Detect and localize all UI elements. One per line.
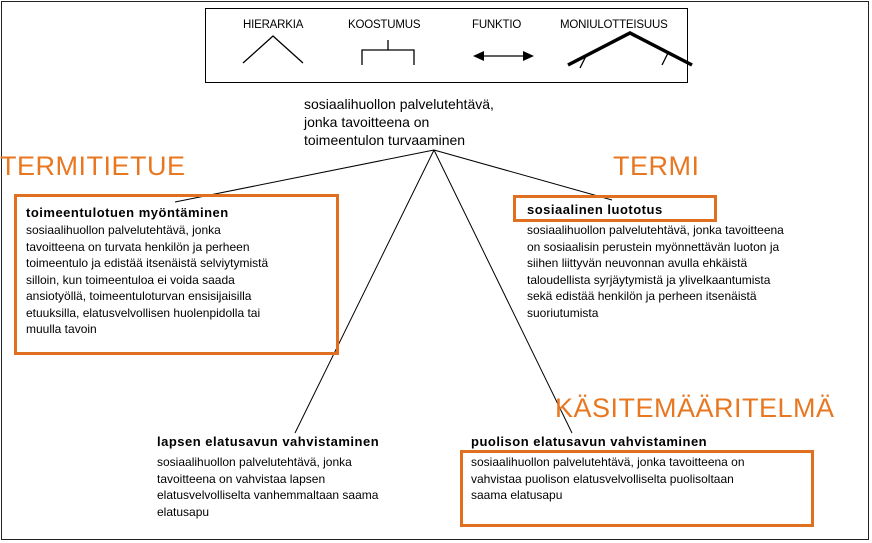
definition-line: tavoitteena on vahvistaa lapsen: [157, 471, 326, 486]
definition-line: sosiaalihuollon palvelutehtävä, jonka: [26, 223, 221, 237]
definition-line: sekä edistää henkilön ja perheen itsenäistä: [527, 289, 757, 303]
concept-term: puolison elatusavun vahvistaminen: [471, 434, 708, 449]
definition-line: toimeentulo ja edistää itsenäistä selviytymistä: [26, 256, 269, 270]
kasitemaaritelma-label: KÄSITEMÄÄRITELMÄ: [555, 393, 835, 423]
composition-symbol-icon: [362, 40, 414, 65]
termitietue-label: TERMITIETUE: [0, 151, 186, 181]
function-arrow-icon: [473, 51, 534, 61]
definition-line: taloudellista syrjäytymistä ja ylivelkaantumista: [527, 272, 771, 287]
definition-line: muulla tavoin: [26, 322, 97, 336]
legend-koostumus-label: KOOSTUMUS: [348, 19, 421, 31]
root-line: sosiaalihuollon palvelutehtävä,: [304, 96, 494, 112]
definition-line: sosiaalihuollon palvelutehtävä, jonka tavoitteena on: [471, 455, 745, 469]
definition-line: silloin, kun toimeentuloa ei voida saada: [26, 272, 235, 287]
definition-line: vahvistaa puolison elatusvelvolliselta puolisoltaan: [471, 471, 734, 486]
legend-moniulotteisuus-label: MONIULOTTEISUUS: [560, 19, 668, 31]
legend-funktio-label: FUNKTIO: [472, 19, 522, 31]
definition-line: saama elatusapu: [471, 488, 563, 502]
concept-definition: [26, 222, 268, 338]
definition-line: sosiaalihuollon palvelutehtävä, jonka: [157, 455, 352, 469]
definition-line: ansiotyöllä, toimeentuloturvan ensisijaisilla: [26, 289, 252, 303]
definition-line: elatusvelvolliselta vanhemmaltaan saama: [157, 488, 379, 502]
concept-definition: [157, 454, 378, 520]
concept-term: sosiaalinen luototus: [527, 202, 663, 217]
concept-term: lapsen elatusavun vahvistaminen: [157, 434, 380, 449]
definition-line: sosiaalihuollon palvelutehtävä, jonka tavoitteena: [527, 223, 784, 237]
definition-line: on sosiaalisin perustein myönnettävän luoton ja: [527, 239, 780, 254]
definition-line: elatusapu: [157, 504, 210, 519]
termi-label: TERMI: [613, 151, 700, 181]
root-line: toimeentulon turvaaminen: [304, 132, 466, 148]
definition-line: siihen liittyvän neuvonnan avulla ehkäistä: [527, 256, 748, 270]
definition-line: suoriutumista: [527, 305, 599, 320]
definition-line: tavoitteena on turvata henkilön ja perheen: [26, 239, 250, 254]
multidimensional-symbol-icon: [568, 33, 692, 68]
legend-hierarkia-label: HIERARKIA: [243, 19, 304, 31]
concept-term: toimeentulotuen myöntäminen: [26, 205, 229, 220]
hierarchy-symbol-icon: [243, 36, 303, 63]
root-concept: [304, 95, 564, 149]
root-line: jonka tavoitteena on: [304, 114, 430, 130]
concept-definition: [471, 454, 745, 504]
concept-definition: [527, 222, 784, 321]
definition-line: etuuksilla, elatusvelvollisen huolenpidolla tai: [26, 305, 261, 320]
